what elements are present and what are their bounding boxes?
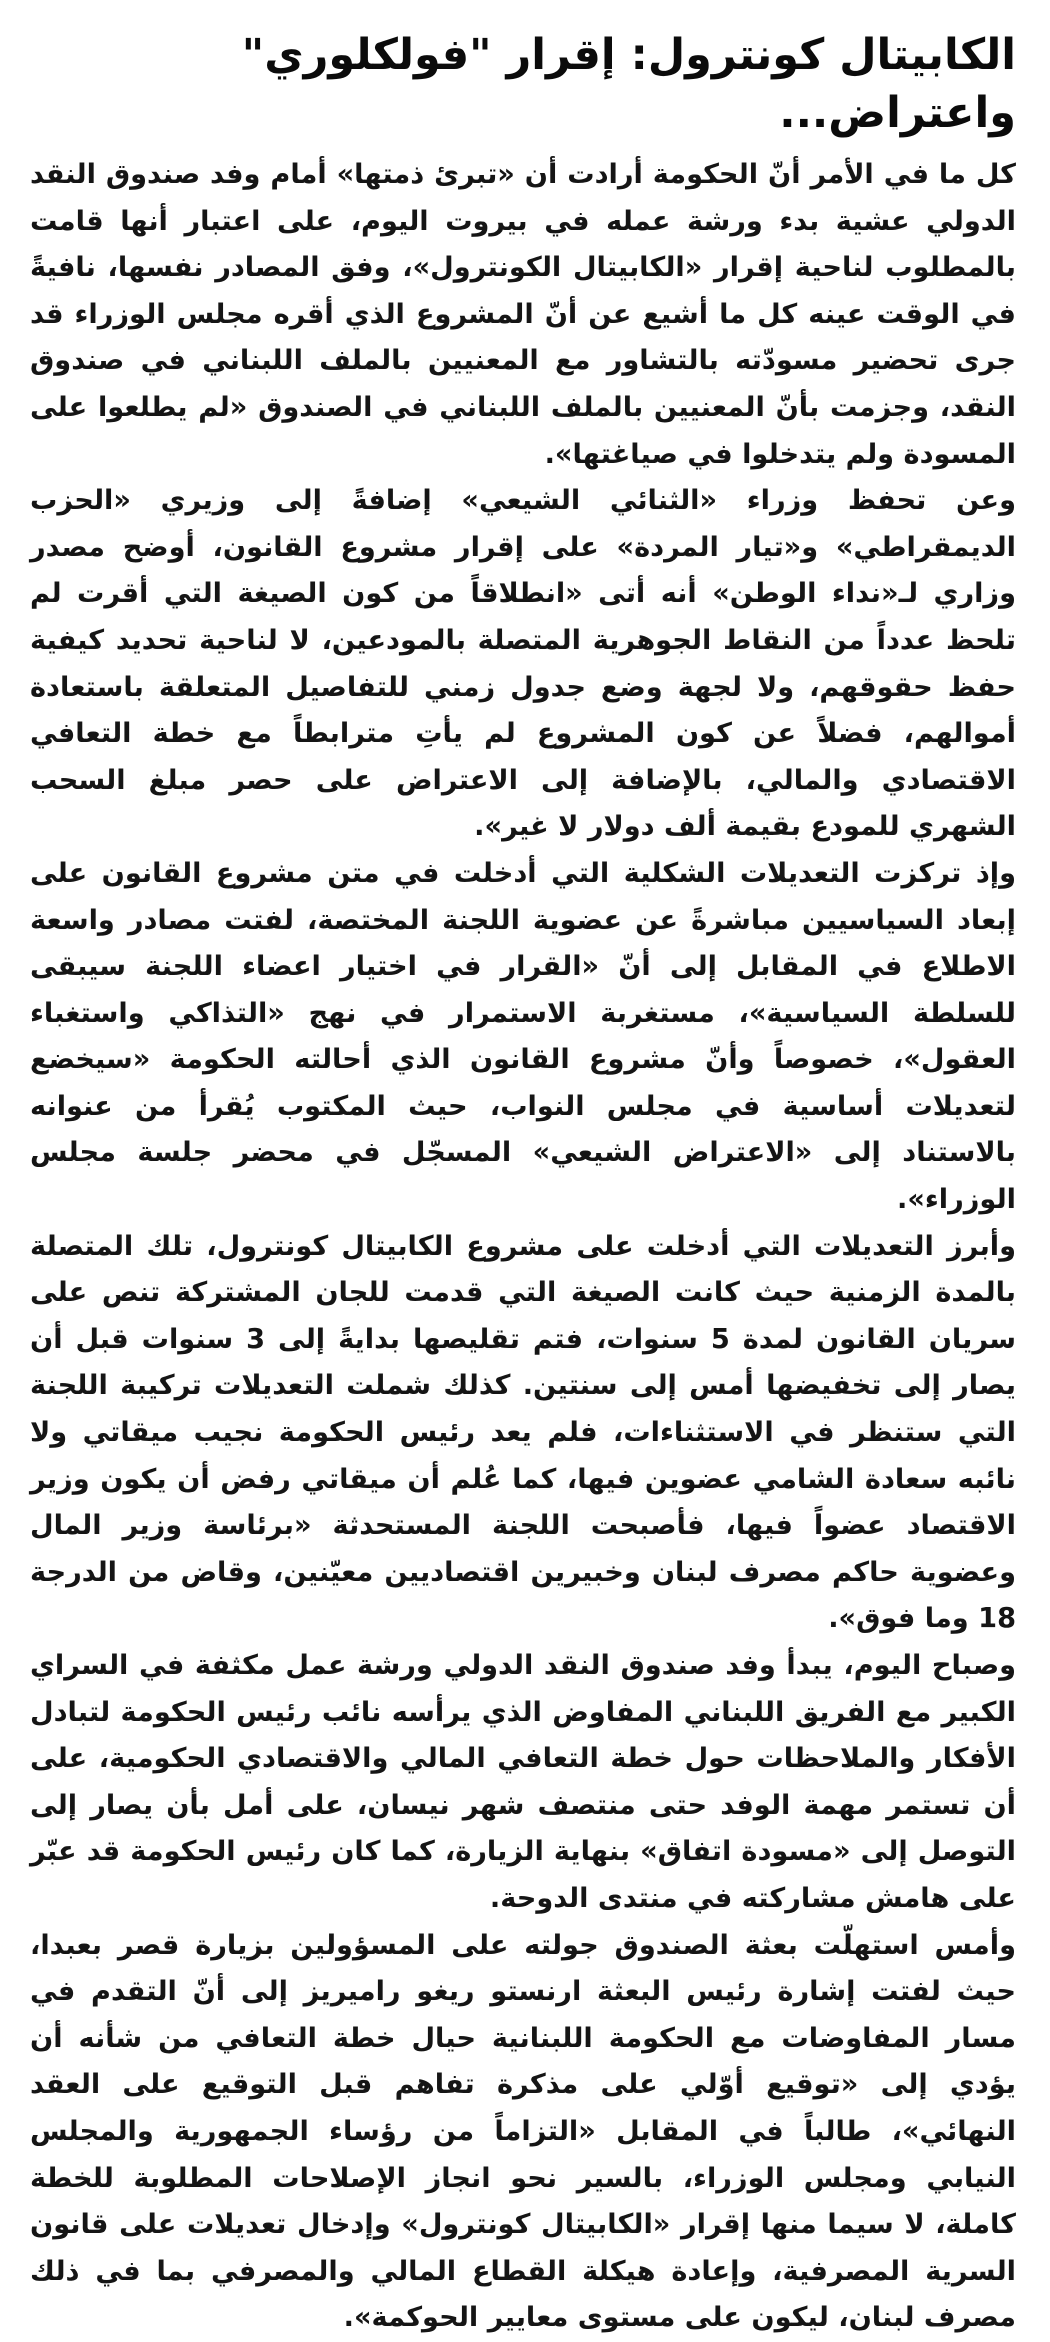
article-paragraph-5: وصباح اليوم، يبدأ وفد صندوق النقد الدولي ورشة عمل مكثفة في السراي الكبير مع الفريق اللبناني المفاوض الذي يرأسه نائب رئيس الحكومة لتبادل الأفكار والملاحظات حول خطة التعافي المالي والاقتصادي الحكومية، على أن تستمر مهمة الوفد حتى منتصف شهر نيسان، على أمل بأن يصار إلى التوصل إلى «مسودة اتفاق» بنهاية الزيارة، كما كان رئيس الحكومة قد عبّر على هامش مشاركته في منتدى الدوحة. (30, 1650, 1016, 1914)
article-paragraph-1: كل ما في الأمر أنّ الحكومة أرادت أن «تبرئ ذمتها» أمام وفد صندوق النقد الدولي عشية بدء ورشة عمله في بيروت اليوم، على اعتبار أنها قامت بالمطلوب لناحية إقرار «الكابيتال الكونترول»، وفق المصادر نفسها، نافيةً في الوقت عينه كل ما أشيع عن أنّ المشروع الذي أقره مجلس الوزراء قد جرى تحضير مسودّته بالتشاور مع المعنيين بالملف اللبناني في صندوق النقد، وجزمت بأنّ المعنيين بالملف اللبناني في الصندوق «لم يطلعوا على المسودة ولم يتدخلوا في صياغتها». (30, 159, 1016, 470)
article-headline: الكابيتال كونترول: إقرار "فولكلوري" واعتراض... (241, 30, 1016, 138)
article-paragraph-3: وإذ تركزت التعديلات الشكلية التي أدخلت في متن مشروع القانون على إبعاد السياسيين مباشرةً عن عضوية اللجنة المختصة، لفتت مصادر واسعة الاطلاع في المقابل إلى أنّ «القرار في اختيار اعضاء اللجنة سيبقى للسلطة السياسية»، مستغربة الاستمرار في نهج «التذاكي واستغباء العقول»، خصوصاً وأنّ مشروع القانون الذي أحالته الحكومة «سيخضع لتعديلات أساسية في مجلس النواب، حيث المكتوب يُقرأ من عنوانه بالاستناد إلى «الاعتراض الشيعي» المسجّل في محضر جلسة مجلس الوزراء». (30, 857, 1016, 1216)
article-paragraph-4: وأبرز التعديلات التي أدخلت على مشروع الكابيتال كونترول، تلك المتصلة بالمدة الزمنية حيث كانت الصيغة التي قدمت للجان المشتركة تنص على سريان القانون لمدة 5 سنوات، فتم تقليصها بدايةً إلى 3 سنوات قبل أن يصار إلى تخفيضها أمس إلى سنتين. كذلك شملت التعديلات تركيبة اللجنة التي ستنظر في الاستثناءات، فلم يعد رئيس الحكومة نجيب ميقاتي ولا نائبه سعادة الشامي عضوين فيها، كما عُلم أن ميقاتي رفض أن يكون وزير الاقتصاد عضواً فيها، فأصبحت اللجنة المستحدثة «برئاسة وزير المال وعضوية حاكم مصرف لبنان وخبيرين اقتصاديين معيّنين، وقاض من الدرجة 18 وما فوق». (30, 1230, 1016, 1635)
article-paragraph-6: وأمس استهلّت بعثة الصندوق جولته على المسؤولين بزيارة قصر بعبدا، حيث لفتت إشارة رئيس البعثة ارنستو ريغو راميريز إلى أنّ التقدم في مسار المفاوضات مع الحكومة اللبنانية حيال خطة التعافي من شأنه أن يؤدي إلى «توقيع أوّلي على مذكرة تفاهم قبل التوقيع على العقد النهائي»، طالباً في المقابل «التزاماً من رؤساء الجمهورية والمجلس النيابي ومجلس الوزراء، بالسير نحو انجاز الإصلاحات المطلوبة للخطة كاملة، لا سيما منها إقرار «الكابيتال كونترول» وإدخال تعديلات على قانون السرية المصرفية، وإعادة هيكلة القطاع المالي والمصرفي بما في ذلك مصرف لبنان، ليكون على مستوى معايير الحوكمة». (30, 1929, 1016, 2334)
article-paragraph-2: وعن تحفظ وزراء «الثنائي الشيعي» إضافةً إلى وزيري «الحزب الديمقراطي» و«تيار المردة» على إقرار مشروع القانون، أوضح مصدر وزاري لـ«نداء الوطن» أنه أتى «انطلاقاً من كون الصيغة التي أقرت لم تلحظ عدداً من النقاط الجوهرية المتصلة بالمودعين، لا لناحية تحديد كيفية حفظ حقوقهم، ولا لجهة وضع جدول زمني للتفاصيل المتعلقة باستعادة أموالهم، فضلاً عن كون المشروع لم يأتِ مترابطاً مع خطة التعافي الاقتصادي والمالي، بالإضافة إلى الاعتراض على حصر مبلغ السحب الشهري للمودع بقيمة ألف دولار لا غير». (30, 485, 1016, 843)
article-body (30, 152, 1016, 2342)
